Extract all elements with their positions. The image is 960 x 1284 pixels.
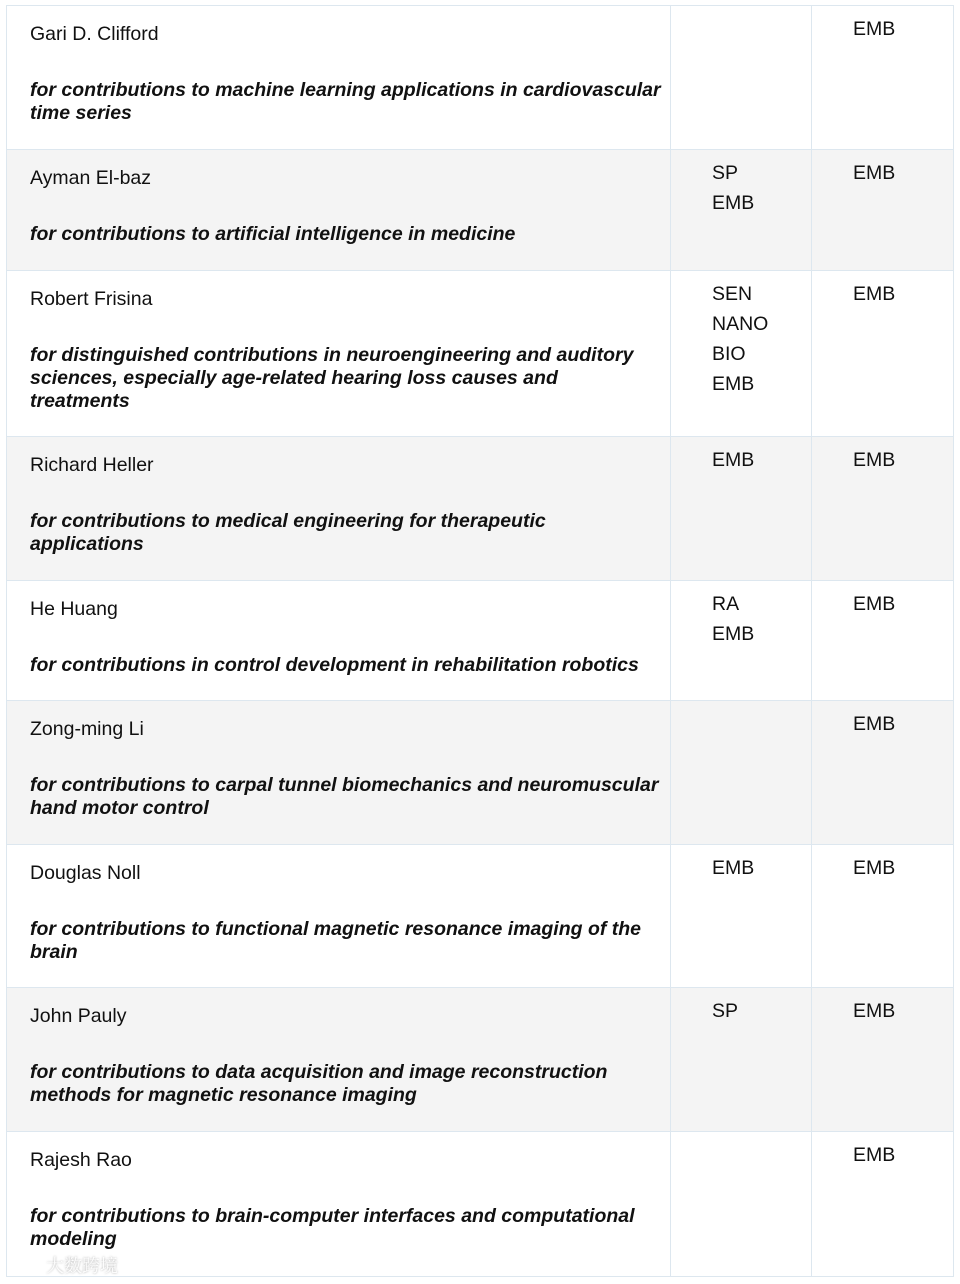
fellow-name: Douglas Noll <box>30 862 141 884</box>
societies-cell <box>671 6 812 150</box>
main-society-cell <box>812 581 954 701</box>
table-row <box>7 581 954 701</box>
table-row <box>7 701 954 845</box>
table-row <box>7 1132 954 1277</box>
main-society: EMB <box>853 18 896 40</box>
fellow-name: Richard Heller <box>30 454 154 476</box>
fellow-citation: for contributions to data acquisition and image reconstruction methods for magnetic resonance imaging <box>30 1061 608 1106</box>
society-tag: EMB <box>712 373 755 395</box>
main-society-cell <box>812 437 954 581</box>
main-society: EMB <box>853 1000 896 1022</box>
fellow-citation: for contributions in control development in rehabilitation robotics <box>30 654 639 676</box>
watermark-text: 大数跨境 <box>46 1256 118 1277</box>
main-society: EMB <box>853 857 896 879</box>
fellow-cell <box>7 988 671 1132</box>
fellow-citation: for contributions to functional magnetic resonance imaging of the brain <box>30 918 642 963</box>
society-list <box>671 150 811 218</box>
society-list <box>671 437 811 475</box>
fellow-cell <box>7 701 671 845</box>
society-tag: SP <box>712 1000 739 1022</box>
societies-cell <box>671 150 812 271</box>
societies-cell <box>671 271 812 437</box>
societies-cell <box>671 437 812 581</box>
main-society-cell <box>812 1132 954 1277</box>
main-society-cell <box>812 271 954 437</box>
society-tag: SP <box>712 162 739 184</box>
main-society-cell <box>812 6 954 150</box>
societies-cell <box>671 1132 812 1277</box>
societies-cell <box>671 845 812 988</box>
fellow-citation: for contributions to medical engineering for therapeutic applications <box>30 510 546 555</box>
society-tag: EMB <box>712 857 755 879</box>
society-tag: SEN <box>712 283 753 305</box>
societies-cell <box>671 701 812 845</box>
fellow-cell <box>7 845 671 988</box>
fellow-name: Robert Frisina <box>30 288 153 310</box>
table-row <box>7 6 954 150</box>
table-row <box>7 150 954 271</box>
main-society: EMB <box>853 449 896 471</box>
table-row <box>7 845 954 988</box>
fellows-table <box>6 5 954 1277</box>
main-society-cell <box>812 988 954 1132</box>
table-row <box>7 437 954 581</box>
table-row <box>7 271 954 437</box>
fellow-cell <box>7 6 671 150</box>
fellow-citation: for contributions to artificial intelligence in medicine <box>30 223 516 245</box>
fellow-citation: for contributions to machine learning applications in cardiovascular time series <box>30 79 661 124</box>
fellow-name: Gari D. Clifford <box>30 23 159 45</box>
society-tag: RA <box>712 593 740 615</box>
society-list <box>671 581 811 649</box>
main-society-cell <box>812 150 954 271</box>
watermark <box>8 1252 118 1278</box>
main-society: EMB <box>853 713 896 735</box>
society-tag: NANO <box>712 313 769 335</box>
society-tag: EMB <box>712 449 755 471</box>
fellow-cell <box>7 437 671 581</box>
society-tag: EMB <box>712 623 755 645</box>
main-society-cell <box>812 701 954 845</box>
societies-cell <box>671 581 812 701</box>
society-list <box>671 271 811 399</box>
main-society: EMB <box>853 162 896 184</box>
fellow-name: John Pauly <box>30 1005 127 1027</box>
society-list <box>671 988 811 1026</box>
fellow-name: Zong-ming Li <box>30 718 144 740</box>
table-row <box>7 988 954 1132</box>
fellow-name: Rajesh Rao <box>30 1149 132 1171</box>
fellow-citation: for contributions to carpal tunnel biomechanics and neuromuscular hand motor control <box>30 774 659 819</box>
fellow-name: Ayman El-baz <box>30 167 152 189</box>
fellow-citation: for contributions to brain-computer interfaces and computational modeling <box>30 1205 635 1250</box>
main-society-cell <box>812 845 954 988</box>
society-tag: EMB <box>712 192 755 214</box>
society-tag: BIO <box>712 343 746 365</box>
main-society: EMB <box>853 283 896 305</box>
fellow-name: He Huang <box>30 598 118 620</box>
main-society: EMB <box>853 1144 896 1166</box>
brand-logo-icon <box>8 1255 42 1275</box>
fellow-cell <box>7 271 671 437</box>
societies-cell <box>671 988 812 1132</box>
society-list <box>671 845 811 883</box>
fellow-cell <box>7 581 671 701</box>
fellow-cell <box>7 150 671 271</box>
fellow-citation: for distinguished contributions in neuroengineering and auditory sciences, especially age-related hearing loss causes and treatments <box>30 344 634 412</box>
main-society: EMB <box>853 593 896 615</box>
